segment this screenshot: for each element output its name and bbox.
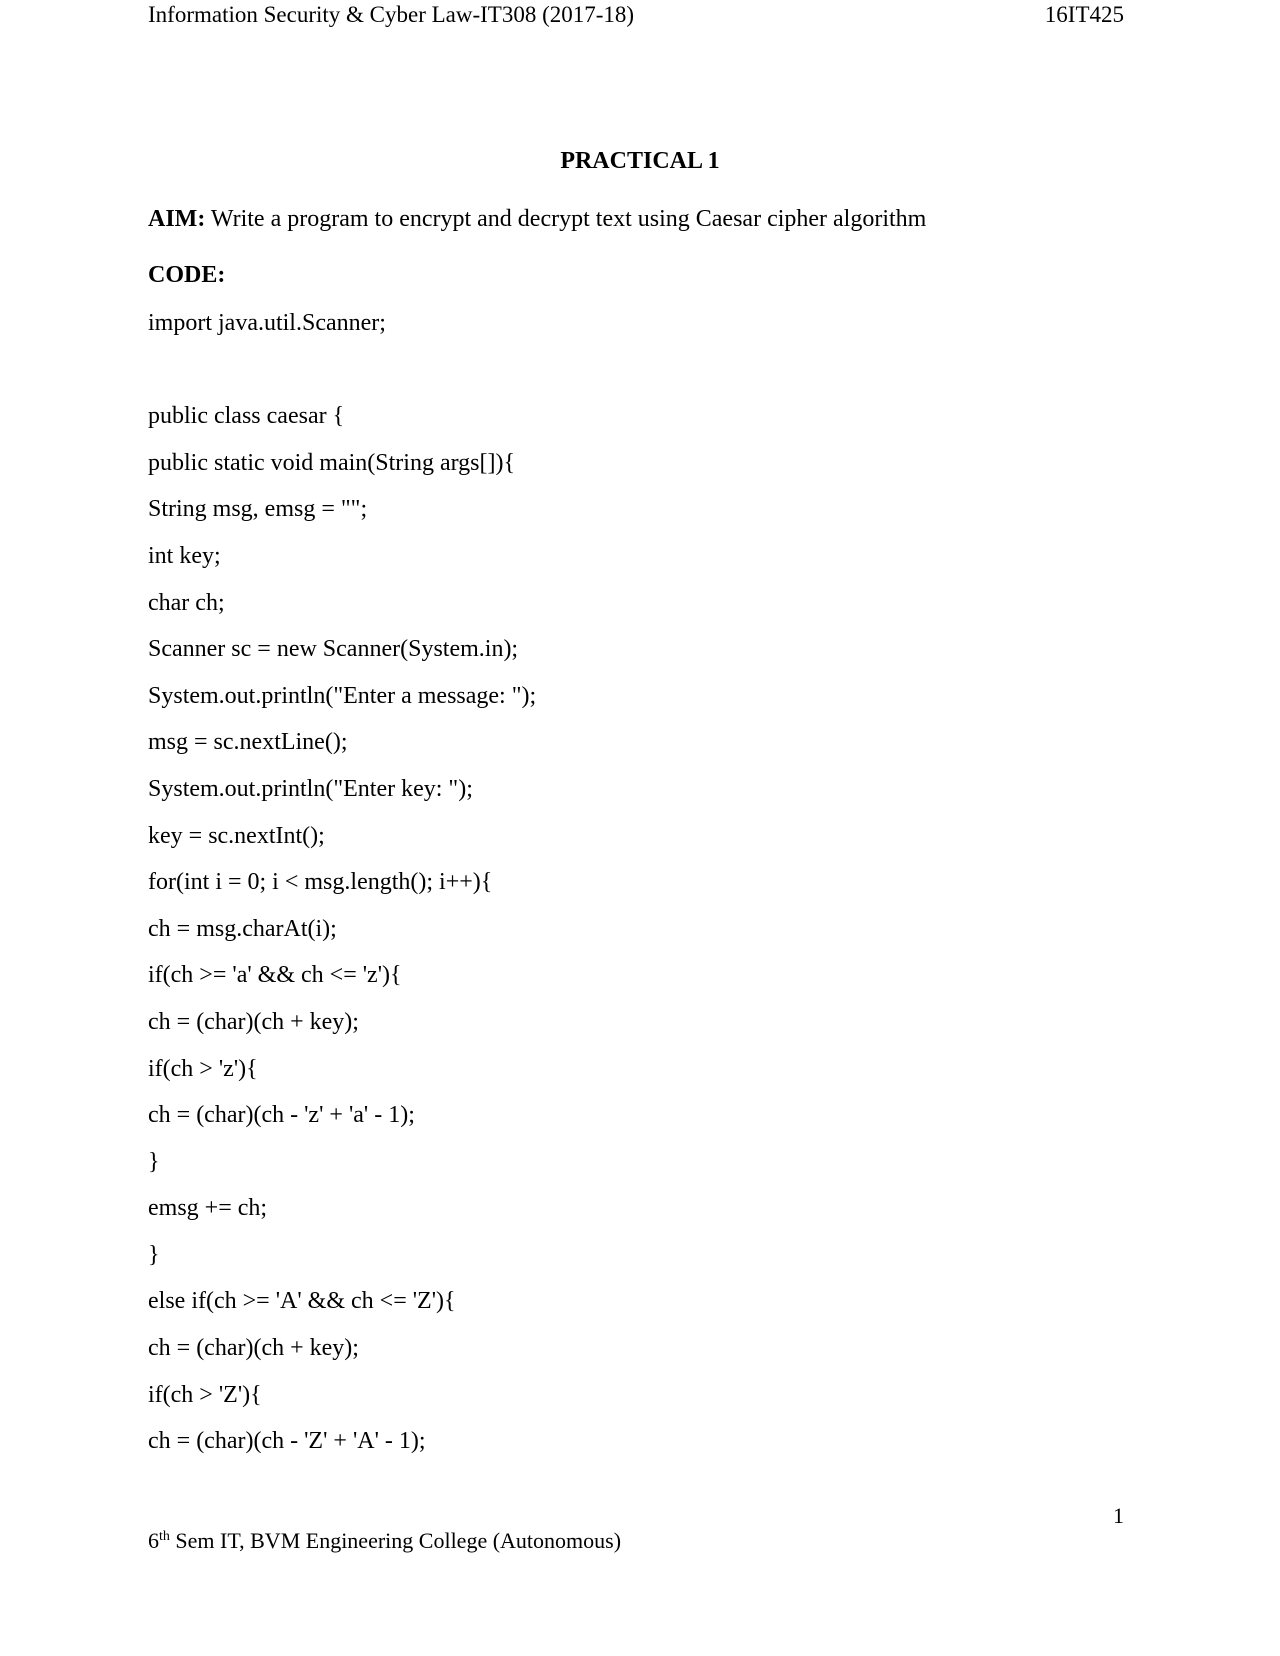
code-line: ch = (char)(ch - 'Z' + 'A' - 1); [148, 1428, 426, 1455]
code-line: String msg, emsg = ""; [148, 496, 368, 523]
code-line: key = sc.nextInt(); [148, 822, 325, 849]
aim-text: Write a program to encrypt and decrypt text using Caesar cipher algorithm [205, 206, 927, 232]
code-line: char ch; [148, 589, 225, 616]
code-line: msg = sc.nextLine(); [148, 729, 348, 756]
code-line: else if(ch >= 'A' && ch <= 'Z'){ [148, 1288, 456, 1315]
code-line: if(ch > 'z'){ [148, 1055, 258, 1082]
header-student-id: 16IT425 [1044, 2, 1124, 27]
code-line: ch = (char)(ch - 'z' + 'a' - 1); [148, 1102, 415, 1129]
aim-paragraph [148, 204, 926, 234]
practical-title: PRACTICAL 1 [560, 148, 720, 174]
footer-sem-number: 6 [148, 1528, 159, 1553]
code-line: for(int i = 0; i < msg.length(); i++){ [148, 869, 493, 896]
code-line: ch = (char)(ch + key); [148, 1335, 359, 1362]
page-number: 1 [1113, 1503, 1124, 1528]
code-line: if(ch > 'Z'){ [148, 1381, 262, 1408]
code-line: emsg += ch; [148, 1195, 268, 1222]
code-line [148, 355, 1148, 402]
code-line: if(ch >= 'a' && ch <= 'z'){ [148, 962, 402, 989]
code-line: Scanner sc = new Scanner(System.in); [148, 636, 519, 663]
code-heading: CODE: [148, 262, 226, 288]
aim-label: AIM: [148, 206, 206, 232]
code-line: } [148, 1148, 160, 1175]
footer [148, 1526, 621, 1556]
code-line: System.out.println("Enter key: "); [148, 775, 473, 802]
code-line: import java.util.Scanner; [148, 310, 386, 336]
code-line: } [148, 1241, 160, 1268]
code-line: public static void main(String args[]){ [148, 449, 516, 476]
code-line: System.out.println("Enter a message: "); [148, 682, 537, 709]
code-block [148, 308, 1148, 1473]
header-course: Information Security & Cyber Law-IT308 (2017-18) [148, 2, 635, 27]
code-line: ch = (char)(ch + key); [148, 1008, 359, 1035]
code-line: int key; [148, 542, 221, 569]
footer-sem-suffix: th [159, 1529, 170, 1544]
footer-text: Sem IT, BVM Engineering College (Autonomous) [169, 1528, 622, 1553]
code-line: public class caesar { [148, 403, 345, 430]
code-line: ch = msg.charAt(i); [148, 915, 337, 942]
